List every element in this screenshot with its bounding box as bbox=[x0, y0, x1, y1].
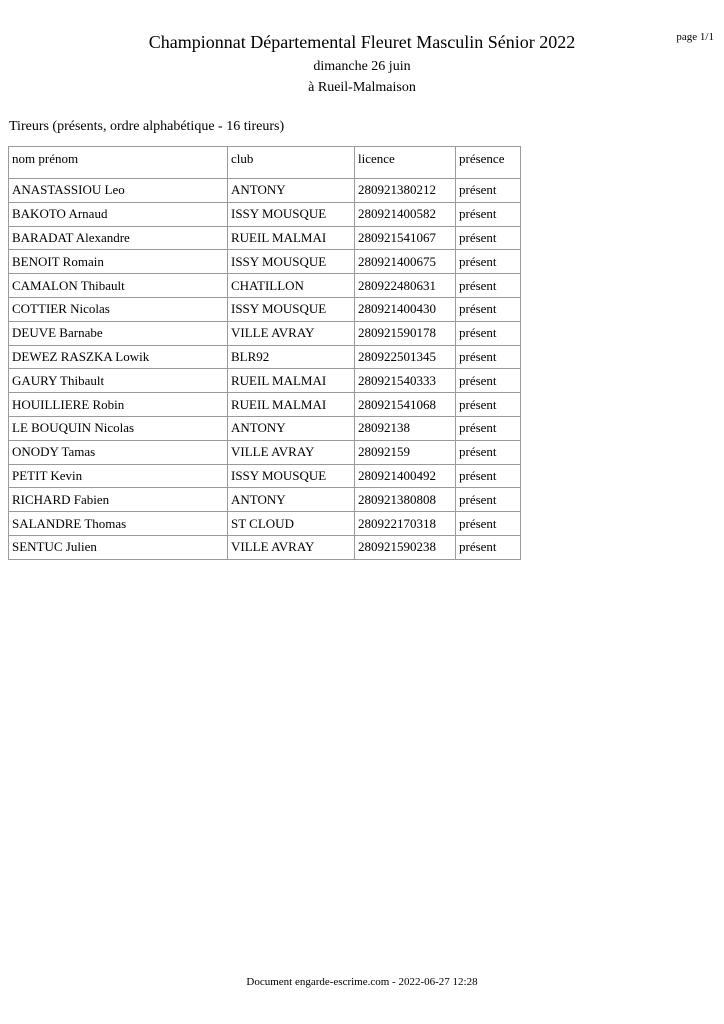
table-row bbox=[9, 297, 521, 321]
cell-name: BENOIT Romain bbox=[9, 250, 228, 274]
cell-name: HOUILLIERE Robin bbox=[9, 393, 228, 417]
table-row bbox=[9, 535, 521, 559]
table-header-row bbox=[9, 147, 521, 179]
cell-name: PETIT Kevin bbox=[9, 464, 228, 488]
cell-club: ISSY MOUSQUE bbox=[228, 297, 355, 321]
cell-club: RUEIL MALMAI bbox=[228, 226, 355, 250]
cell-name: GAURY Thibault bbox=[9, 369, 228, 393]
table-row bbox=[9, 226, 521, 250]
cell-licence: 280921400492 bbox=[355, 464, 456, 488]
cell-name: BAKOTO Arnaud bbox=[9, 202, 228, 226]
table-body bbox=[9, 179, 521, 560]
cell-name: SENTUC Julien bbox=[9, 535, 228, 559]
cell-club: ISSY MOUSQUE bbox=[228, 202, 355, 226]
cell-licence: 280921590238 bbox=[355, 535, 456, 559]
cell-presence: présent bbox=[456, 202, 521, 226]
cell-presence: présent bbox=[456, 297, 521, 321]
table-row bbox=[9, 512, 521, 536]
cell-licence: 280922170318 bbox=[355, 512, 456, 536]
cell-club: VILLE AVRAY bbox=[228, 321, 355, 345]
page-number: page 1/1 bbox=[676, 31, 714, 43]
cell-licence: 280922480631 bbox=[355, 274, 456, 298]
cell-club: ANTONY bbox=[228, 416, 355, 440]
cell-presence: présent bbox=[456, 464, 521, 488]
document-footer: Document engarde-escrime.com - 2022-06-27 12:28 bbox=[246, 976, 478, 988]
table-row bbox=[9, 274, 521, 298]
cell-name: CAMALON Thibault bbox=[9, 274, 228, 298]
cell-name: SALANDRE Thomas bbox=[9, 512, 228, 536]
section-heading: Tireurs (présents, ordre alphabétique - 16 tireurs) bbox=[9, 119, 285, 134]
table-row bbox=[9, 369, 521, 393]
cell-licence: 280921541067 bbox=[355, 226, 456, 250]
cell-club: ANTONY bbox=[228, 488, 355, 512]
cell-club: ISSY MOUSQUE bbox=[228, 464, 355, 488]
cell-licence: 280921541068 bbox=[355, 393, 456, 417]
column-header-name: nom prénom bbox=[9, 147, 228, 179]
cell-licence: 280921590178 bbox=[355, 321, 456, 345]
cell-club: ST CLOUD bbox=[228, 512, 355, 536]
cell-club: VILLE AVRAY bbox=[228, 535, 355, 559]
column-header-club: club bbox=[228, 147, 355, 179]
cell-name: DEUVE Barnabe bbox=[9, 321, 228, 345]
table-row bbox=[9, 464, 521, 488]
cell-licence: 28092159 bbox=[355, 440, 456, 464]
cell-presence: présent bbox=[456, 321, 521, 345]
cell-club: BLR92 bbox=[228, 345, 355, 369]
cell-licence: 280921400582 bbox=[355, 202, 456, 226]
table-row bbox=[9, 416, 521, 440]
cell-name: LE BOUQUIN Nicolas bbox=[9, 416, 228, 440]
cell-presence: présent bbox=[456, 274, 521, 298]
cell-club: RUEIL MALMAI bbox=[228, 393, 355, 417]
cell-presence: présent bbox=[456, 512, 521, 536]
cell-presence: présent bbox=[456, 369, 521, 393]
column-header-licence: licence bbox=[355, 147, 456, 179]
cell-name: COTTIER Nicolas bbox=[9, 297, 228, 321]
cell-name: BARADAT Alexandre bbox=[9, 226, 228, 250]
cell-name: ANASTASSIOU Leo bbox=[9, 179, 228, 203]
cell-licence: 280922501345 bbox=[355, 345, 456, 369]
cell-presence: présent bbox=[456, 535, 521, 559]
cell-club: VILLE AVRAY bbox=[228, 440, 355, 464]
cell-name: ONODY Tamas bbox=[9, 440, 228, 464]
cell-name: RICHARD Fabien bbox=[9, 488, 228, 512]
cell-presence: présent bbox=[456, 226, 521, 250]
cell-licence: 28092138 bbox=[355, 416, 456, 440]
table-row bbox=[9, 202, 521, 226]
event-date: dimanche 26 juin bbox=[313, 59, 411, 74]
cell-presence: présent bbox=[456, 179, 521, 203]
cell-presence: présent bbox=[456, 250, 521, 274]
cell-licence: 280921380808 bbox=[355, 488, 456, 512]
table-row bbox=[9, 393, 521, 417]
cell-licence: 280921400430 bbox=[355, 297, 456, 321]
event-venue: à Rueil-Malmaison bbox=[308, 80, 416, 95]
cell-club: ANTONY bbox=[228, 179, 355, 203]
table-row bbox=[9, 488, 521, 512]
fencers-table bbox=[8, 146, 521, 560]
cell-presence: présent bbox=[456, 393, 521, 417]
table-row bbox=[9, 321, 521, 345]
table-row bbox=[9, 250, 521, 274]
cell-presence: présent bbox=[456, 345, 521, 369]
cell-club: ISSY MOUSQUE bbox=[228, 250, 355, 274]
cell-name: DEWEZ RASZKA Lowik bbox=[9, 345, 228, 369]
table-row bbox=[9, 179, 521, 203]
table-row bbox=[9, 440, 521, 464]
cell-presence: présent bbox=[456, 488, 521, 512]
cell-licence: 280921380212 bbox=[355, 179, 456, 203]
page-title: Championnat Départemental Fleuret Masculin Sénior 2022 bbox=[148, 32, 576, 52]
cell-presence: présent bbox=[456, 440, 521, 464]
cell-licence: 280921540333 bbox=[355, 369, 456, 393]
cell-licence: 280921400675 bbox=[355, 250, 456, 274]
column-header-presence: présence bbox=[456, 147, 521, 179]
cell-club: RUEIL MALMAI bbox=[228, 369, 355, 393]
cell-club: CHATILLON bbox=[228, 274, 355, 298]
cell-presence: présent bbox=[456, 416, 521, 440]
table-row bbox=[9, 345, 521, 369]
